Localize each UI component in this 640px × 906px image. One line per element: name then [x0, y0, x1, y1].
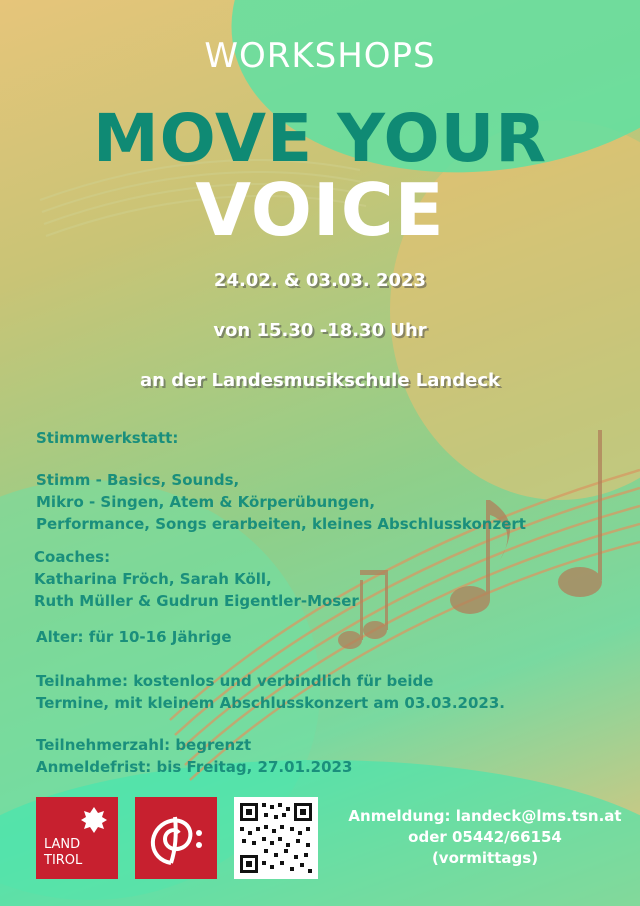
tirol-logo-text [44, 837, 82, 869]
qr-code-icon [234, 797, 318, 879]
contact-email-line[interactable]: Anmeldung: landeck@lms.tsn.at [348, 807, 622, 825]
event-time: von 15.30 -18.30 Uhr [213, 320, 427, 341]
workshop-content-line: Stimm - Basics, Sounds, [36, 471, 240, 489]
music-school-logo [135, 797, 217, 879]
workshop-heading: Stimmwerkstatt: [36, 429, 179, 447]
treble-clef-icon [135, 797, 217, 879]
contact-hours-line: (vormittags) [431, 849, 539, 867]
tirol-logo-line: TIROL [44, 853, 83, 868]
participation-line: Teilnahme: kostenlos und verbindlich für beide [36, 672, 434, 690]
registration-contact [330, 806, 640, 869]
registration-deadline: Anmeldefrist: bis Freitag, 27.01.2023 [36, 758, 353, 776]
land-tirol-logo [36, 797, 118, 879]
coaches-line: Ruth Müller & Gudrun Eigentler-Moser [34, 592, 359, 610]
participant-limit: Teilnehmerzahl: begrenzt [36, 736, 252, 754]
coaches-line: Katharina Fröch, Sarah Köll, [34, 570, 272, 588]
event-dates: 24.02. & 03.03. 2023 [213, 270, 427, 291]
title-line-2: VOICE [195, 168, 445, 252]
workshops-label: WORKSHOPS [204, 36, 436, 76]
coaches-section [34, 546, 359, 612]
workshop-content-line: Mikro - Singen, Atem & Körperübungen, [36, 493, 376, 511]
workshop-contents [36, 469, 526, 535]
workshop-content-line: Performance, Songs erarbeiten, kleines Abschlusskonzert [36, 515, 526, 533]
participation-line: Termine, mit kleinem Abschlusskonzert am 03.03.2023. [36, 694, 505, 712]
event-venue: an der Landesmusikschule Landeck [140, 370, 500, 391]
music-note-icons [338, 430, 602, 649]
coaches-heading: Coaches: [34, 548, 111, 566]
limits-info [36, 734, 352, 778]
qr-code[interactable] [234, 797, 318, 879]
title-line-1: MOVE YOUR [92, 100, 548, 177]
tirol-logo-line: LAND [44, 837, 81, 852]
age-info: Alter: für 10-16 Jährige [36, 628, 232, 646]
contact-phone-line[interactable]: oder 05442/66154 [408, 828, 562, 846]
participation-info [36, 670, 505, 714]
